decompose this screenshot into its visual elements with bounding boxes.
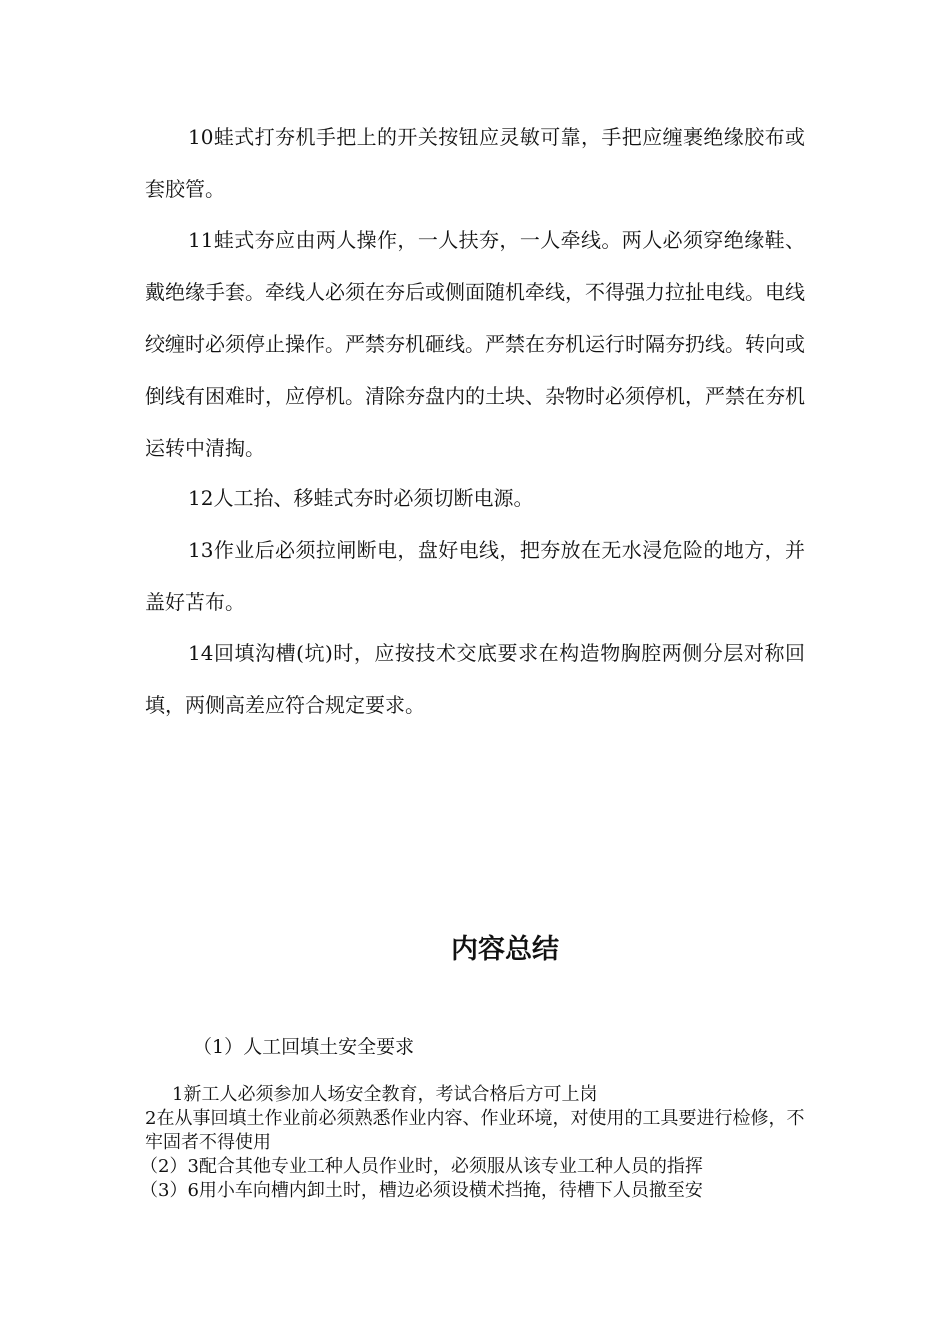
paragraph-10: 10蛙式打夯机手把上的开关按钮应灵敏可靠，手把应缠裹绝缘胶布或套胶管。 bbox=[145, 125, 805, 201]
paragraph-14: 14回填沟槽(坑)时，应按技术交底要求在构造物胸腔两侧分层对称回填，两侧高差应符合规定要求。 bbox=[145, 641, 805, 717]
paragraph-12: 12人工抬、移蛙式夯时必须切断电源。 bbox=[188, 486, 534, 510]
paragraph-11: 11蛙式夯应由两人操作，一人扶夯，一人牵线。两人必须穿绝缘鞋、戴绝缘手套。牵线人必须在夯后或侧面随机牵线，不得强力拉扯电线。电线绞缠时必须停止操作。严禁夯机砸线。严禁在夯机运行时隔夯扔线。转向或倒线有困难时，应停机。清除夯盘内的土块、杂物时必须停机，严禁在夯机运转中清掏。 bbox=[145, 228, 805, 460]
summary-title: 内容总结 bbox=[451, 934, 559, 965]
summary-subtitle: （1）人工回填土安全要求 bbox=[193, 1036, 415, 1058]
summary-line: 2在从事回填土作业前必须熟悉作业内容、作业环境，对使用的工具要进行检修，不牢固者不得使用 bbox=[145, 1108, 805, 1153]
paragraph-13: 13作业后必须拉闸断电，盘好电线，把夯放在无水浸危险的地方，并盖好苫布。 bbox=[145, 538, 805, 614]
summary-line: （3）6用小车向槽内卸土时，槽边必须设横术挡掩，待槽下人员撤至安 bbox=[140, 1180, 703, 1201]
summary-line: 1新工人必须参加人场安全教育，考试合格后方可上岗 bbox=[172, 1084, 598, 1105]
summary-line: （2）3配合其他专业工种人员作业时，必须服从该专业工种人员的指挥 bbox=[140, 1156, 703, 1177]
